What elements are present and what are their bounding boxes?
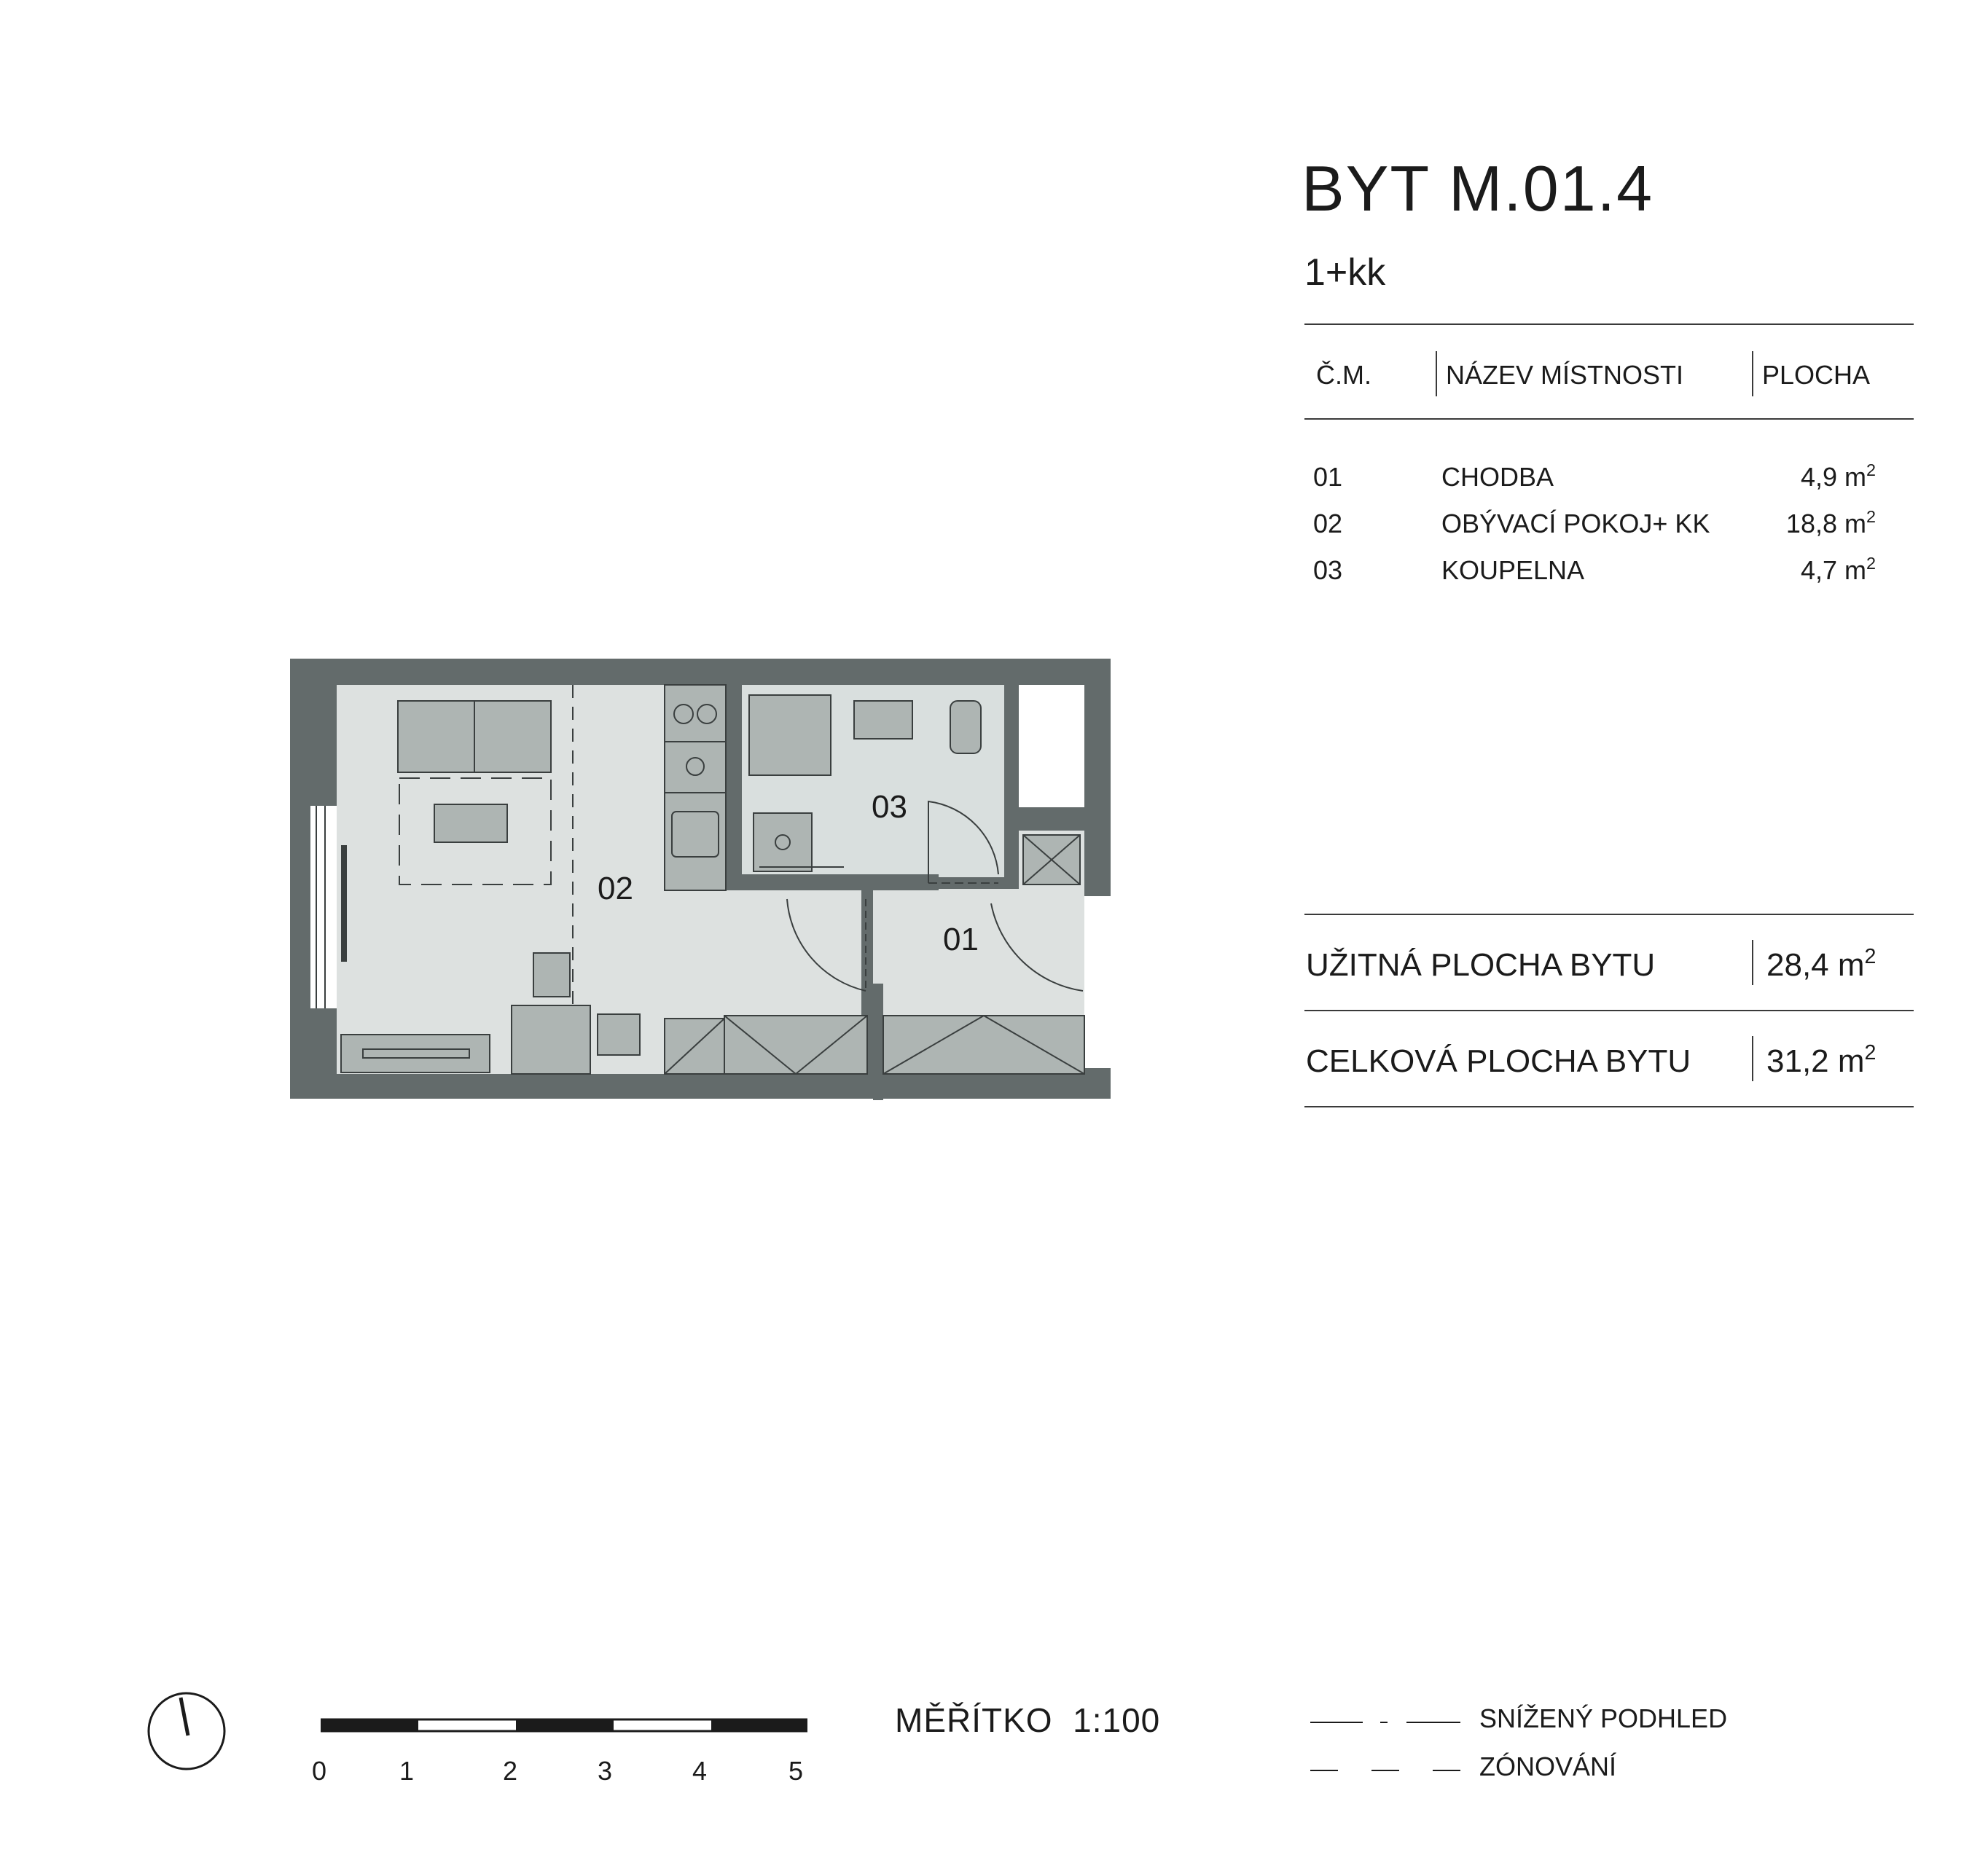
wall-bath-right: [1004, 685, 1019, 889]
wall-bath-bottom: [726, 874, 939, 890]
room-name: KOUPELNA: [1441, 555, 1585, 585]
summary-top-rule: [1304, 914, 1914, 915]
shower-tray: [749, 695, 831, 775]
apartment-layout-type: 1+kk: [1304, 251, 1386, 294]
room-area: 4,9 $m^2$: [1800, 460, 1876, 492]
coffee-table: [434, 804, 507, 842]
summary-divider: [1752, 1036, 1753, 1081]
scale-bar: [321, 1718, 807, 1734]
hall-wardrobe: [883, 1016, 1084, 1074]
legend-dashed-line: [1310, 1766, 1460, 1775]
apartment-title: BYT M.01.4: [1302, 152, 1654, 224]
col-header-area: PLOCHA: [1762, 360, 1871, 390]
room-label-03: 03: [872, 789, 907, 825]
room-number: 02: [1313, 509, 1343, 538]
chair: [533, 953, 570, 997]
room-label-02: 02: [598, 871, 633, 906]
col-divider: [1752, 351, 1753, 396]
scale-tick-label: 0: [312, 1756, 327, 1786]
room-area: 4,7 $m^2$: [1800, 553, 1876, 585]
scale-label: MĚŘÍTKO 1:100: [895, 1701, 1161, 1739]
toilet: [950, 701, 981, 753]
room-number: 03: [1313, 555, 1343, 585]
shower-drain-tray: [754, 813, 812, 871]
room-name: OBÝVACÍ POKOJ+ KK: [1441, 509, 1710, 538]
summary-mid-rule: [1304, 1010, 1914, 1011]
room-area: 18,8 $m^2$: [1785, 506, 1876, 538]
usable-area-value: 28,4 $m^2$: [1766, 944, 1877, 983]
washbasin: [854, 701, 912, 739]
table-top-rule: [1304, 323, 1914, 325]
summary-bottom-rule: [1304, 1106, 1914, 1107]
legend-label: ZÓNOVÁNÍ: [1479, 1752, 1617, 1781]
chair-2: [598, 1014, 640, 1055]
window-left: [310, 806, 337, 1008]
floor-plan: [290, 656, 1111, 1100]
room-number: 01: [1313, 462, 1343, 492]
scale-tick-label: 1: [399, 1756, 415, 1786]
window-handle: [341, 845, 347, 962]
summary-divider: [1752, 940, 1753, 985]
legend-label: SNÍŽENÝ PODHLED: [1479, 1703, 1728, 1733]
wardrobe-2: [724, 1016, 867, 1074]
scale-tick-label: 5: [788, 1756, 804, 1786]
wall-shaft: [1019, 807, 1084, 831]
usable-area-label: UŽITNÁ PLOCHA BYTU: [1306, 947, 1656, 983]
table-header-rule: [1304, 418, 1914, 420]
legend-dash-dot-line: [1310, 1718, 1460, 1727]
room-label-01: 01: [943, 922, 979, 957]
desk: [512, 1005, 590, 1074]
north-arrow-icon: [146, 1690, 227, 1772]
scale-tick-label: 4: [692, 1756, 708, 1786]
total-area-value: 31,2 $m^2$: [1766, 1040, 1877, 1079]
entrance-opening: [1084, 896, 1111, 1068]
scale-tick-label: 3: [598, 1756, 613, 1786]
col-header-number: Č.M.: [1316, 360, 1371, 390]
shaft: [1019, 685, 1084, 807]
total-area-label: CELKOVÁ PLOCHA BYTU: [1306, 1043, 1691, 1079]
room-name: CHODBA: [1441, 462, 1554, 492]
wall-kitchen-bath: [726, 685, 742, 890]
scale-tick-label: 2: [503, 1756, 518, 1786]
col-divider: [1436, 351, 1437, 396]
wall-hall-living: [873, 984, 883, 1100]
col-header-name: NÁZEV MÍSTNOSTI: [1446, 360, 1684, 390]
